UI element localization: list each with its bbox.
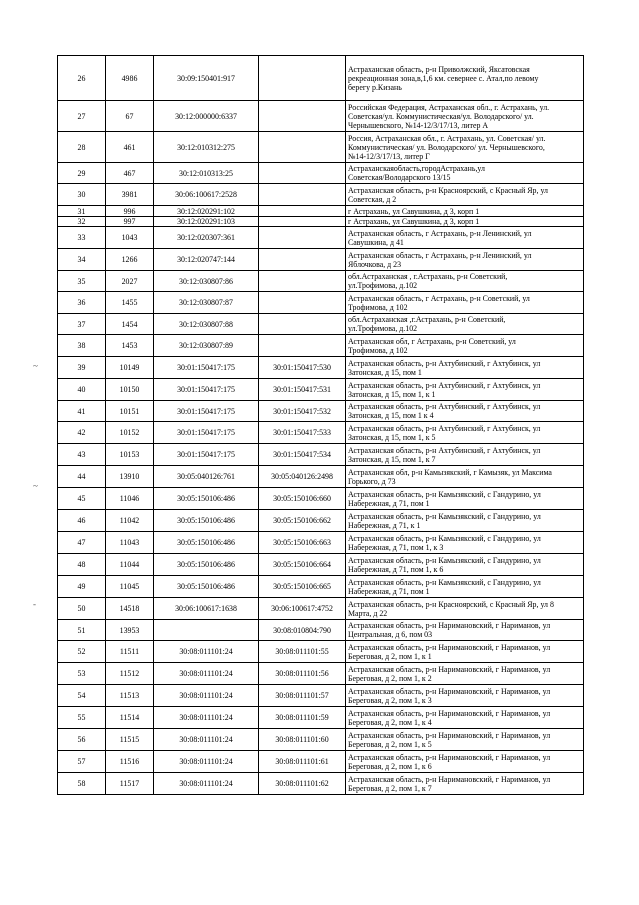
row-number-cell: 41	[58, 401, 106, 422]
address-cell	[346, 217, 584, 227]
object-id-cell: 10150	[106, 379, 154, 401]
table-row	[58, 510, 584, 532]
table-row	[58, 357, 584, 379]
object-id-cell: 996	[106, 206, 154, 217]
address-line: Савушкина, д 41	[348, 237, 404, 247]
cadastral-number-cell: 30:08:011101:24	[154, 685, 259, 707]
address-line: Астраханская область, р-н Камызякский, с Гандурино, ул	[348, 489, 541, 499]
cadastral-number-2-cell	[259, 56, 346, 101]
cadastral-number-2-cell: 30:01:150417:534	[259, 444, 346, 466]
cadastral-number-2-cell	[259, 101, 346, 132]
cadastral-number-cell: 30:12:020291:102	[154, 206, 259, 217]
row-number-cell: 36	[58, 292, 106, 314]
cadastral-number-2-cell: 30:08:011101:56	[259, 663, 346, 685]
object-id-cell: 11516	[106, 751, 154, 773]
cadastral-number-cell: 30:12:020747:144	[154, 249, 259, 271]
address-line: берегу р.Кизань	[348, 82, 402, 92]
address-line: Затонская, д 15, пом 1, к 5	[348, 432, 436, 442]
object-id-cell: 10149	[106, 357, 154, 379]
cadastral-number-cell: 30:05:150106:486	[154, 488, 259, 510]
row-number-cell: 37	[58, 314, 106, 335]
address-line: Астраханская область, р-н Наримановский, г Нариманов, ул	[348, 752, 551, 762]
cadastral-number-2-cell: 30:08:011101:57	[259, 685, 346, 707]
address-line: Астраханская область, р-н Ахтубинский, г Ахтубинск, ул	[348, 380, 541, 390]
table-row	[58, 227, 584, 249]
cadastral-number-cell: 30:06:100617:1638	[154, 598, 259, 620]
object-id-cell: 1455	[106, 292, 154, 314]
address-line: Астраханская область, г Астрахань, р-н Советский, ул	[348, 293, 530, 303]
cadastral-number-2-cell	[259, 184, 346, 206]
address-line: Береговая, д 2, пом 1, к 6	[348, 761, 432, 771]
address-cell	[346, 598, 584, 620]
address-line: Астраханская область, р-н Наримановский, г Нариманов, ул	[348, 730, 551, 740]
address-cell	[346, 206, 584, 217]
address-line: Береговая, д 2, пом 1, к 2	[348, 673, 432, 683]
address-cell	[346, 488, 584, 510]
object-id-cell: 11043	[106, 532, 154, 554]
table-row	[58, 751, 584, 773]
cadastral-number-cell: 30:05:040126:761	[154, 466, 259, 488]
address-cell	[346, 379, 584, 401]
scan-margin-mark: -	[33, 599, 36, 609]
address-line: Астраханская область, р-н Камызякский, с Гандурино, ул	[348, 533, 541, 543]
row-number-cell: 49	[58, 576, 106, 598]
address-cell	[346, 620, 584, 641]
address-line: Марта, д 22	[348, 608, 388, 618]
address-cell	[346, 751, 584, 773]
row-number-cell: 54	[58, 685, 106, 707]
address-line: Береговая, д 2, пом 1, к 7	[348, 783, 432, 793]
address-line: Астраханская область, р-н Наримановский, г Нариманов, ул	[348, 621, 551, 630]
table-row	[58, 101, 584, 132]
row-number-cell: 33	[58, 227, 106, 249]
scan-margin-mark: ~	[33, 361, 38, 371]
cadastral-number-cell: 30:01:150417:175	[154, 401, 259, 422]
cadastral-number-2-cell: 30:05:150106:664	[259, 554, 346, 576]
address-line: Набережная, д 71, пом 1, к 3	[348, 542, 444, 552]
object-id-cell: 11044	[106, 554, 154, 576]
address-line: №14-12/3/17/13, литер Г	[348, 151, 430, 161]
object-id-cell: 13910	[106, 466, 154, 488]
address-line: Астраханская область, р-н Ахтубинский, г Ахтубинск, ул	[348, 358, 541, 368]
row-number-cell: 58	[58, 773, 106, 795]
address-cell	[346, 510, 584, 532]
cadastral-number-2-cell	[259, 217, 346, 227]
table-row	[58, 641, 584, 663]
address-cell	[346, 357, 584, 379]
address-line: Астраханская область, р-н Красноярский, с Красный Яр, ул	[348, 185, 548, 195]
address-line: обл.Астраханская , г.Астрахань, р-н Советский,	[348, 272, 508, 281]
table-row	[58, 663, 584, 685]
address-cell	[346, 101, 584, 132]
cadastral-number-2-cell: 30:08:011101:59	[259, 707, 346, 729]
object-id-cell: 467	[106, 163, 154, 184]
object-id-cell: 67	[106, 101, 154, 132]
row-number-cell: 40	[58, 379, 106, 401]
cadastral-number-2-cell: 30:08:010804:790	[259, 620, 346, 641]
cadastral-number-2-cell: 30:05:150106:662	[259, 510, 346, 532]
address-cell	[346, 663, 584, 685]
cadastral-number-cell: 30:12:030807:87	[154, 292, 259, 314]
object-id-cell: 11045	[106, 576, 154, 598]
object-id-cell: 4986	[106, 56, 154, 101]
address-line: Набережная, д 71, пом 1	[348, 586, 430, 596]
cadastral-number-cell: 30:08:011101:24	[154, 729, 259, 751]
object-id-cell: 10153	[106, 444, 154, 466]
register-table-body	[58, 56, 584, 795]
cadastral-number-cell: 30:01:150417:175	[154, 357, 259, 379]
cadastral-number-2-cell: 30:08:011101:62	[259, 773, 346, 795]
address-line: Астраханская область, г Астрахань, р-н Ленинский, ул	[348, 228, 532, 238]
address-line: Набережная, д 71, к 1	[348, 520, 421, 530]
cadastral-number-2-cell	[259, 271, 346, 292]
address-line: г Астрахань, ул Савушкина, д 3, корп 1	[348, 206, 480, 216]
address-cell	[346, 422, 584, 444]
address-line: Россия, Астраханская обл., г. Астрахань, ул. Советская/ ул.	[348, 133, 546, 143]
row-number-cell: 46	[58, 510, 106, 532]
cadastral-number-2-cell: 30:05:040126:2498	[259, 466, 346, 488]
table-row	[58, 576, 584, 598]
cadastral-number-2-cell: 30:08:011101:60	[259, 729, 346, 751]
address-line: Астраханская область, р-н Камызякский, с Гандурино, ул	[348, 511, 541, 521]
table-row	[58, 707, 584, 729]
row-number-cell: 39	[58, 357, 106, 379]
address-line: Набережная, д 71, пом 1	[348, 498, 430, 508]
row-number-cell: 28	[58, 132, 106, 163]
cadastral-number-2-cell	[259, 249, 346, 271]
row-number-cell: 55	[58, 707, 106, 729]
address-line: рекреационная зона,в,1,6 км. севернее с. Атал,по левому	[348, 73, 539, 83]
cadastral-number-cell: 30:05:150106:486	[154, 510, 259, 532]
address-line: Затонская, д 15, пом 1, к 1	[348, 389, 436, 399]
address-line: Горького, д 73	[348, 476, 396, 486]
cadastral-number-2-cell: 30:01:150417:533	[259, 422, 346, 444]
row-number-cell: 47	[58, 532, 106, 554]
table-row	[58, 620, 584, 641]
cadastral-number-cell: 30:09:150401:917	[154, 56, 259, 101]
object-id-cell: 1266	[106, 249, 154, 271]
cadastral-number-2-cell	[259, 163, 346, 184]
address-line: Советская, д 2	[348, 194, 397, 204]
cadastral-number-2-cell	[259, 206, 346, 217]
cadastral-number-2-cell: 30:01:150417:531	[259, 379, 346, 401]
row-number-cell: 44	[58, 466, 106, 488]
cadastral-number-cell: 30:05:150106:486	[154, 576, 259, 598]
address-line: Астраханская обл, г Астрахань, р-н Советский, ул	[348, 336, 516, 346]
address-line: Советская/Володарского 13/15	[348, 173, 451, 182]
address-cell	[346, 554, 584, 576]
cadastral-number-2-cell: 30:06:100617:4752	[259, 598, 346, 620]
address-line: ул.Трофимова, д.102	[348, 281, 418, 290]
address-cell	[346, 292, 584, 314]
table-row	[58, 271, 584, 292]
address-line: Трофимова, д 102	[348, 345, 408, 355]
address-cell	[346, 641, 584, 663]
table-row	[58, 335, 584, 357]
cadastral-number-cell: 30:06:100617:2528	[154, 184, 259, 206]
address-line: Советская/ул. Коммунистическая/ул. Володарского/ ул.	[348, 111, 534, 121]
row-number-cell: 57	[58, 751, 106, 773]
address-line: Коммунистическая/ ул. Володарского/ ул. Чернышевского,	[348, 142, 545, 152]
object-id-cell: 11513	[106, 685, 154, 707]
address-line: Затонская, д 15, пом 1, к 7	[348, 454, 436, 464]
address-cell	[346, 729, 584, 751]
object-id-cell: 2027	[106, 271, 154, 292]
cadastral-number-cell: 30:08:011101:24	[154, 707, 259, 729]
row-number-cell: 48	[58, 554, 106, 576]
address-line: Астраханская область, р-н Наримановский, г Нариманов, ул	[348, 642, 551, 652]
row-number-cell: 30	[58, 184, 106, 206]
address-line: Астраханская область, р-н Приволжский, Яксатовская	[348, 64, 530, 74]
cadastral-number-cell: 30:12:000000:6337	[154, 101, 259, 132]
row-number-cell: 56	[58, 729, 106, 751]
row-number-cell: 27	[58, 101, 106, 132]
cadastral-number-2-cell	[259, 132, 346, 163]
address-cell	[346, 184, 584, 206]
cadastral-number-cell: 30:01:150417:175	[154, 379, 259, 401]
cadastral-number-cell: 30:08:011101:24	[154, 663, 259, 685]
address-cell	[346, 227, 584, 249]
row-number-cell: 51	[58, 620, 106, 641]
row-number-cell: 32	[58, 217, 106, 227]
address-line: Российская Федерация, Астраханская обл., г. Астрахань, ул.	[348, 102, 550, 112]
object-id-cell: 1454	[106, 314, 154, 335]
address-line: ул.Трофимова, д.102	[348, 324, 418, 333]
cadastral-number-cell: 30:05:150106:486	[154, 532, 259, 554]
table-row	[58, 163, 584, 184]
address-line: Центральная, д 6, пом 03	[348, 630, 433, 639]
table-row	[58, 401, 584, 422]
table-row	[58, 56, 584, 101]
cadastral-number-2-cell: 30:08:011101:61	[259, 751, 346, 773]
address-cell	[346, 271, 584, 292]
cadastral-number-2-cell: 30:01:150417:532	[259, 401, 346, 422]
address-cell	[346, 314, 584, 335]
row-number-cell: 43	[58, 444, 106, 466]
table-row	[58, 488, 584, 510]
cadastral-number-2-cell: 30:05:150106:665	[259, 576, 346, 598]
object-id-cell: 11046	[106, 488, 154, 510]
cadastral-number-cell: 30:12:030807:88	[154, 314, 259, 335]
table-row	[58, 685, 584, 707]
table-row	[58, 422, 584, 444]
property-register-table	[57, 55, 584, 795]
cadastral-number-2-cell: 30:05:150106:660	[259, 488, 346, 510]
cadastral-number-cell: 30:01:150417:175	[154, 422, 259, 444]
cadastral-number-2-cell	[259, 335, 346, 357]
row-number-cell: 31	[58, 206, 106, 217]
object-id-cell: 3981	[106, 184, 154, 206]
object-id-cell: 11512	[106, 663, 154, 685]
address-cell	[346, 466, 584, 488]
table-row	[58, 379, 584, 401]
object-id-cell: 10152	[106, 422, 154, 444]
table-row	[58, 729, 584, 751]
address-line: Трофимова, д 102	[348, 302, 408, 312]
address-line: Астраханская область, р-н Ахтубинский, г Ахтубинск, ул	[348, 445, 541, 455]
address-cell	[346, 444, 584, 466]
table-row	[58, 184, 584, 206]
row-number-cell: 26	[58, 56, 106, 101]
table-row	[58, 249, 584, 271]
address-line: Береговая, д 2, пом 1, к 3	[348, 695, 432, 705]
address-line: Астраханскаяобласть,городАстрахань,ул	[348, 164, 485, 173]
object-id-cell: 14518	[106, 598, 154, 620]
address-line: обл.Астраханская ,г.Астрахань, р-н Советский,	[348, 315, 506, 324]
object-id-cell: 11511	[106, 641, 154, 663]
address-cell	[346, 56, 584, 101]
object-id-cell: 11517	[106, 773, 154, 795]
address-line: Береговая, д 2, пом 1, к 4	[348, 717, 432, 727]
address-cell	[346, 335, 584, 357]
address-line: Астраханская область, р-н Камызякский, с Гандурино, ул	[348, 555, 541, 565]
address-cell	[346, 707, 584, 729]
table-row	[58, 206, 584, 217]
address-line: Астраханская область, г Астрахань, р-н Ленинский, ул	[348, 250, 532, 260]
address-line: Яблочкова, д 23	[348, 259, 402, 269]
cadastral-number-cell: 30:12:010312:275	[154, 132, 259, 163]
cadastral-number-2-cell: 30:05:150106:663	[259, 532, 346, 554]
address-line: Затонская, д 15, пом 1 к 4	[348, 411, 434, 420]
row-number-cell: 50	[58, 598, 106, 620]
address-line: Чернышевского, №14-12/3/17/13, литер А	[348, 120, 489, 130]
cadastral-number-2-cell: 30:01:150417:530	[259, 357, 346, 379]
address-line: Астраханская область, р-н Ахтубинский, г Ахтубинск, ул	[348, 402, 541, 411]
object-id-cell: 1453	[106, 335, 154, 357]
object-id-cell: 997	[106, 217, 154, 227]
table-row	[58, 217, 584, 227]
row-number-cell: 38	[58, 335, 106, 357]
table-row	[58, 598, 584, 620]
row-number-cell: 29	[58, 163, 106, 184]
row-number-cell: 53	[58, 663, 106, 685]
row-number-cell: 45	[58, 488, 106, 510]
address-line: Набережная, д 71, пом 1, к 6	[348, 564, 444, 574]
table-row	[58, 292, 584, 314]
table-row	[58, 532, 584, 554]
cadastral-number-2-cell	[259, 292, 346, 314]
address-cell	[346, 576, 584, 598]
address-line: Астраханская область, р-н Камызякский, с Гандурино, ул	[348, 577, 541, 587]
address-line: Астраханская область, р-н Наримановский, г Нариманов, ул	[348, 774, 551, 784]
cadastral-number-cell: 30:12:020307:361	[154, 227, 259, 249]
object-id-cell: 1043	[106, 227, 154, 249]
address-line: г Астрахань, ул Савушкина, д 3, корп 1	[348, 217, 480, 226]
address-line: Астраханская область, р-н Наримановский, г Нариманов, ул	[348, 686, 551, 696]
address-line: Астраханская область, р-н Ахтубинский, г Ахтубинск, ул	[348, 423, 541, 433]
cadastral-number-cell	[154, 620, 259, 641]
address-line: Астраханская область, р-н Наримановский, г Нариманов, ул	[348, 664, 551, 674]
address-line: Астраханская область, р-н Красноярский, с Красный Яр, ул 8	[348, 599, 554, 609]
row-number-cell: 34	[58, 249, 106, 271]
cadastral-number-cell: 30:12:030807:89	[154, 335, 259, 357]
address-line: Береговая, д 2, пом 1, к 5	[348, 739, 432, 749]
cadastral-number-2-cell	[259, 227, 346, 249]
row-number-cell: 52	[58, 641, 106, 663]
object-id-cell: 11042	[106, 510, 154, 532]
object-id-cell: 461	[106, 132, 154, 163]
address-cell	[346, 401, 584, 422]
table-row	[58, 554, 584, 576]
cadastral-number-cell: 30:12:020291:103	[154, 217, 259, 227]
table-row	[58, 444, 584, 466]
cadastral-number-cell: 30:12:010313:25	[154, 163, 259, 184]
object-id-cell: 11514	[106, 707, 154, 729]
cadastral-number-2-cell: 30:08:011101:55	[259, 641, 346, 663]
address-cell	[346, 532, 584, 554]
address-line: Астраханская область, р-н Наримановский, г Нариманов, ул	[348, 708, 551, 718]
row-number-cell: 42	[58, 422, 106, 444]
cadastral-number-cell: 30:05:150106:486	[154, 554, 259, 576]
table-row	[58, 132, 584, 163]
scan-margin-mark: ~	[33, 481, 38, 491]
object-id-cell: 11515	[106, 729, 154, 751]
table-row	[58, 466, 584, 488]
cadastral-number-cell: 30:12:030807:86	[154, 271, 259, 292]
row-number-cell: 35	[58, 271, 106, 292]
address-line: Затонская, д 15, пом 1	[348, 367, 422, 377]
address-line: Астраханская обл, р-н Камызякский, г Камызяк, ул Максима	[348, 467, 552, 477]
cadastral-number-cell: 30:08:011101:24	[154, 641, 259, 663]
address-line: Береговая, д 2, пом 1, к 1	[348, 651, 432, 661]
address-cell	[346, 132, 584, 163]
table-row	[58, 314, 584, 335]
address-cell	[346, 685, 584, 707]
address-cell	[346, 163, 584, 184]
address-cell	[346, 773, 584, 795]
cadastral-number-cell: 30:08:011101:24	[154, 773, 259, 795]
table-row	[58, 773, 584, 795]
cadastral-number-cell: 30:08:011101:24	[154, 751, 259, 773]
object-id-cell: 10151	[106, 401, 154, 422]
cadastral-number-cell: 30:01:150417:175	[154, 444, 259, 466]
cadastral-number-2-cell	[259, 314, 346, 335]
object-id-cell: 13953	[106, 620, 154, 641]
address-cell	[346, 249, 584, 271]
